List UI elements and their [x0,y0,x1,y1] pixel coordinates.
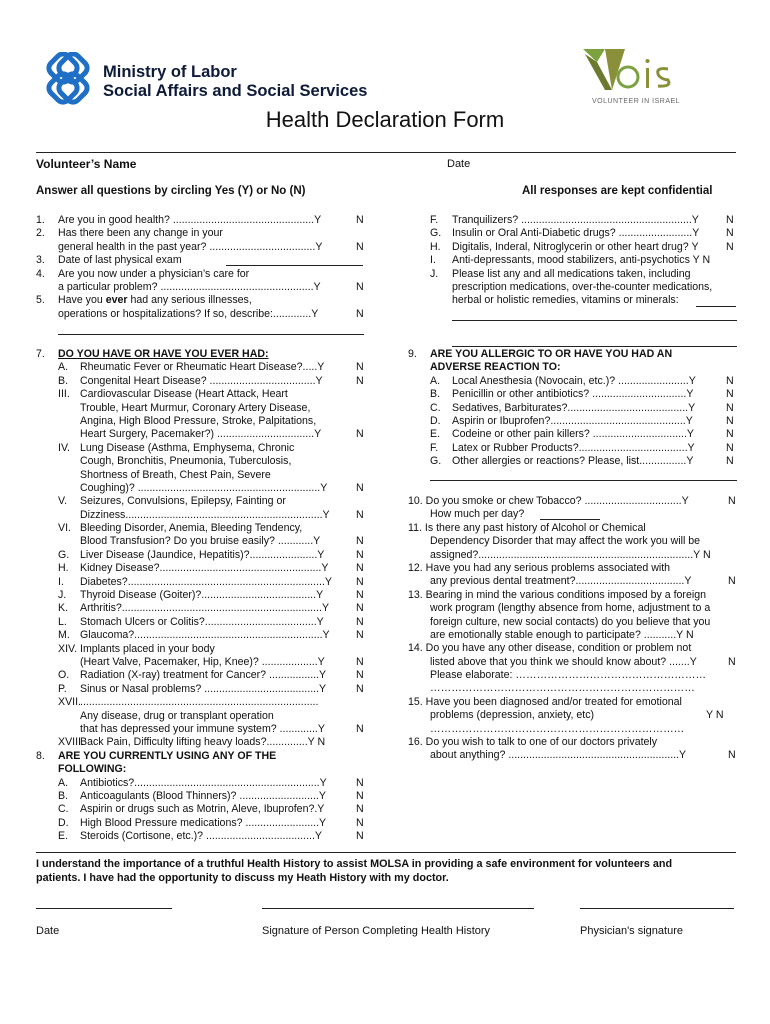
q7-no-option[interactable]: N [356,548,364,561]
q8-row [36,790,366,803]
q7-item-text: Kidney Disease?.......................................................Y [80,562,329,575]
physician-signature-label: Physician's signature [580,925,683,937]
vois-tagline: VOLUNTEER IN ISRAEL [592,98,681,105]
instructions: Answer all questions by circling Yes (Y) or No (N) [36,185,306,197]
q7-row [36,643,366,656]
q7-row [36,629,366,642]
q5-no-option[interactable]: N [356,307,364,320]
q9-no-option[interactable]: N [726,441,734,454]
statement-line-2: patients. I have had the opportunity to discuss my Heath History with my doctor. [36,871,449,884]
q14-elaborate-line[interactable]: ………………………………………………………………… [430,682,695,695]
q9-item-letter: G. [430,455,442,468]
q7-row [36,522,366,535]
q7-row [36,442,366,455]
q7-item-text: Glaucoma?................................................................Y [80,629,330,642]
q7-item-text: Stomach Ulcers or Colitis?......................................Y [80,615,324,628]
q9-row [408,455,738,468]
medication-item-text: Anti-depressants, mood stabilizers, anti-psychotics Y N [452,254,711,267]
q8-heading: ARE YOU CURRENTLY USING ANY OF THE [58,749,277,762]
q7-item-letter: III. [58,388,70,401]
q9-row [408,428,738,441]
q8-item-text: Aspirin or drugs such as Motrin, Aleve, Ibuprofen?.Y [80,803,325,816]
q7-row [36,428,366,441]
q8-no-option[interactable]: N [356,803,364,816]
q7-row [36,455,366,468]
medication-row [408,254,738,267]
q7-item-text: Shortness of Breath, Chest Pain, Severe [80,468,271,481]
q7-item-letter: K. [58,602,69,615]
q10-amount-field[interactable] [540,519,600,520]
declaration-statement [36,858,746,885]
q7-row [36,402,366,415]
date-signature-line[interactable] [36,908,172,909]
q7-item-letter: M. [58,629,70,642]
q8-item-letter: B. [58,789,69,802]
q7-item-text: Congenital Heart Disease? ....................................Y [80,374,323,387]
q9-number: 9. [408,348,417,360]
q7-row [36,495,366,508]
q7-row [36,602,366,615]
q9-item-text: Penicillin or other antibiotics? ................................Y [452,388,694,401]
person-signature-label: Signature of Person Completing Health History [262,925,491,937]
q15-elaborate-line[interactable]: ……………………………………………………………… [430,722,685,735]
q8-no-option[interactable]: N [356,816,364,829]
medication-item-letter: I. [430,254,436,267]
q7-row [36,415,366,428]
exam-date-field[interactable] [226,265,363,266]
q14-elaborate[interactable]: Please elaborate: ……………………………………………… [430,669,707,682]
q9-row [408,415,738,428]
q7-item-text: Arthritis?....................................................................Y [80,602,330,615]
medications-line-1[interactable] [452,320,737,321]
ministry-name [103,63,367,101]
physician-signature-line[interactable] [580,908,734,909]
q8-no-option[interactable]: N [356,776,364,789]
title-rule [36,152,736,153]
medication-item-letter: J. [430,267,439,280]
q7-row [36,562,366,575]
q7-item-letter: VI. [58,522,71,535]
date-label: Date [447,158,471,170]
medication-item-letter: G. [430,227,442,240]
q15-text-cont: problems (depression, anxiety, etc) [430,709,595,722]
q10-no-option[interactable]: N [728,495,736,507]
medication-row [408,241,738,254]
medications-list [408,214,738,308]
q9-row [408,388,738,401]
q7-item-letter: IV. [58,441,70,454]
q7-no-option[interactable]: N [356,629,364,642]
q7-item-letter: J. [58,589,67,602]
q2-number: 2. [36,227,45,240]
q8-heading-cont: FOLLOWING: [58,763,127,776]
allergies-line[interactable] [430,480,737,481]
q7-item-text: Implants placed in your body [80,642,215,655]
q8-no-option[interactable]: N [356,789,364,802]
medication-row [408,281,738,294]
q9-no-option[interactable]: N [726,455,734,468]
q9-no-option[interactable]: N [726,401,734,414]
q15-text: 15. Have you been diagnosed and/or treated for emotional [408,695,682,708]
q13-text-cont: work program (lengthy absence from home, adjustment to a [430,602,711,615]
q7-row [36,509,366,522]
q12-text-cont: any previous dental treatment?.....................................Y [430,575,692,588]
q5-text-emphasis: ever [105,294,128,307]
ministry-line-2: Social Affairs and Social Services [103,82,368,100]
q7-no-option[interactable]: N [356,361,364,374]
right-column-top [408,214,738,308]
vois-logo [580,46,700,112]
q2-text: Has there been any change in your [58,227,223,240]
q9-item-letter: D. [430,414,441,427]
q7-item-letter: H. [58,562,69,575]
q9-no-option[interactable]: N [726,414,734,427]
q14-text: 14. Do you have any other disease, condition or problem not [408,642,692,655]
q7-item-text: Bleeding Disorder, Anemia, Bleeding Tendency, [80,522,303,535]
ministry-emblem-icon [38,52,98,110]
q8-no-option[interactable]: N [356,830,364,843]
medications-inline-line[interactable] [696,306,736,307]
q5-number: 5. [36,294,45,307]
q8-row [36,830,366,843]
medication-row [408,294,738,307]
q7-item-letter: XVIII. [58,736,84,749]
q7-row [36,576,366,589]
q11-text-cont: Dependency Disorder that may affect the work you will be [430,535,701,548]
q7-row [36,469,366,482]
q11-text: 11. Is there any past history of Alcohol or Chemical [408,521,646,534]
q7-item-text: Thyroid Disease (Goiter)?.......................................Y [80,589,324,602]
q14-no-option[interactable]: N [728,655,736,668]
q7-item-text: Angina, High Blood Pressure, Stroke, Palpitations, [80,414,317,427]
q7-no-option[interactable]: N [356,481,364,494]
q7-item-text: Seizures, Convulsions, Epilepsy, Fainting or [80,495,286,508]
q7-no-option[interactable]: N [356,428,364,441]
q13-text-cont-3: are emotionally stable enough to participate? ...........Y N [430,628,694,641]
q7-row [36,375,366,388]
q9-item-text: Codeine or other pain killers? ................................Y [452,428,694,441]
q8-item-text: High Blood Pressure medications? .........................Y [80,816,327,829]
q7-no-option[interactable]: N [356,562,364,575]
q8-row [36,803,366,816]
q7-row [36,616,366,629]
q7-row [36,683,366,696]
medication-row [408,227,738,240]
q7-item-text: Lung Disease (Asthma, Emphysema, Chronic [80,441,295,454]
q10-amount-label: How much per day? [430,508,525,521]
q7-item-text: ................................................................................. [80,696,319,709]
q7-no-option[interactable]: N [356,682,364,695]
q5-text-a: Have you [58,294,106,307]
q4-text-cont: a particular problem? ....................................................Y [58,280,321,293]
q12-no-option[interactable]: N [728,575,736,588]
q9-heading-cont: ADVERSE REACTION TO: [430,361,561,374]
q7-list [36,361,366,749]
q5-text-cont: operations or hospitalizations? If so, describe:.............Y [58,307,319,320]
q13-text: 13. Bearing in mind the various conditions imposed by a foreign [408,588,706,601]
q7-no-option[interactable]: N [356,575,364,588]
q7-item-text: Rheumatic Fever or Rheumatic Heart Disease?.....Y [80,361,325,374]
date-signature-label: Date [36,925,60,937]
q9-item-letter: E. [430,428,441,441]
person-signature-line[interactable] [262,908,534,909]
q7-row [36,535,366,548]
q8-row [36,817,366,830]
q9-item-letter: C. [430,401,441,414]
q2-no-option[interactable]: N [356,240,364,253]
q13-text-cont-2: foreign culture, new social contacts) do you believe that you [430,615,711,628]
medication-item-text: Digitalis, Inderal, Nitroglycerin or other heart drug? Y [452,240,699,253]
q9-row [408,375,738,388]
medication-item-text: Please list any and all medications taken, including [452,267,691,280]
q8-row [36,777,366,790]
q9-row [408,442,738,455]
q3-text: Date of last physical exam [58,254,182,267]
q9-no-option[interactable]: N [726,374,734,387]
q7-item-text: that has depressed your immune system? .............Y [80,722,325,735]
q7-item-text: Heart Surgery, Pacemaker?) .................................Y [80,428,322,441]
q16-text: 16. Do you wish to talk to one of our doctors privately [408,736,658,749]
q7-row [36,589,366,602]
q7-no-option[interactable]: N [356,615,364,628]
q7-heading: DO YOU HAVE OR HAVE YOU EVER HAD: [58,348,269,360]
q7-row [36,388,366,401]
q9-no-option[interactable]: N [726,388,734,401]
q8-item-text: Anticoagulants (Blood Thinners)? ...........................Y [80,789,326,802]
q7-item-text: Sinus or Nasal problems? .......................................Y [80,682,327,695]
q11-text-cont-2: assigned?.........................................................................Y N [430,548,711,561]
q16-no-option[interactable]: N [728,749,736,762]
q3-number: 3. [36,254,45,267]
q7-item-letter: A. [58,361,69,374]
q8-item-letter: E. [58,830,69,843]
q7-row [36,549,366,562]
q4-no-option[interactable]: N [356,280,364,293]
right-column-bottom [408,495,738,763]
q1-text: Are you in good health? ................................................Y [58,214,322,226]
q9-item-text: Latex or Rubber Products?.....................................Y [452,441,695,454]
q9-section [408,348,738,469]
q7-item-letter: V. [58,495,68,508]
q8-item-letter: D. [58,816,69,829]
q7-item-text: Radiation (X-ray) treatment for Cancer? .................Y [80,669,327,682]
q7-item-text: (Heart Valve, Pacemaker, Hip, Knee)? ...................Y [80,655,325,668]
q7-no-option[interactable]: N [356,655,364,668]
q8-item-text: Steroids (Cortisone, etc.)? .....................................Y [80,830,322,843]
q5-text-b: had any serious illnesses, [127,294,252,307]
q7-item-letter: XIV. [58,642,78,655]
q7-item-letter: XVII. [58,696,81,709]
q7-item-letter: P. [58,682,67,695]
q7-no-option[interactable]: N [356,722,364,735]
q4-number: 4. [36,267,45,280]
q9-row [408,402,738,415]
q7-item-letter: B. [58,374,69,387]
q7-item-text: Blood Transfusion? Do you bruise easily? ............Y [80,535,321,548]
q7-item-text: Cardiovascular Disease (Heart Attack, Heart [80,388,288,401]
q9-item-text: Other allergies or reactions? Please, list................Y [452,455,694,468]
medication-item-text: Tranquilizers? ..........................................................Y [452,214,699,226]
medication-no-option[interactable]: N [726,214,734,226]
q9-item-letter: A. [430,374,441,387]
q9-item-letter: F. [430,441,439,454]
ministry-line-1: Ministry of Labor [103,63,237,81]
statement-line-1: I understand the importance of a truthful Health History to assist MOLSA in providing a safe environment for volunteers and [36,858,673,870]
q7-row [36,656,366,669]
q9-no-option[interactable]: N [726,428,734,441]
medication-row [408,214,738,227]
q9-item-letter: B. [430,388,441,401]
medications-line-2[interactable] [452,346,737,347]
medication-no-option[interactable]: N [726,227,734,240]
q8-item-letter: C. [58,803,69,816]
q7-number: 7. [36,348,45,360]
q7-item-letter: I. [58,575,64,588]
ministry-logo [38,52,98,110]
q7-row [36,710,366,723]
q9-item-text: Aspirin or Ibuprofen?..............................................Y [452,414,693,427]
q7-row [36,696,366,709]
q7-item-text: Any disease, drug or transplant operation [80,709,274,722]
medication-item-text: prescription medications, over-the-counter medications, [452,280,713,293]
q8-item-letter: A. [58,776,69,789]
q7-row [36,669,366,682]
q16-text-cont: about anything? ..........................................................Y [430,749,687,762]
q7-item-text: Coughing)? ..............................................................Y [80,481,328,494]
q8-number: 8. [36,749,45,762]
q7-item-text: Dizziness...................................................................Y [80,508,330,521]
confidentiality-note: All responses are kept confidential [522,185,713,197]
medication-item-text: Insulin or Oral Anti-Diabetic drugs? .........................Y [452,227,700,240]
q5-answer-line[interactable] [58,334,364,335]
q7-item-text: Trouble, Heart Murmur, Coronary Artery Disease, [80,401,311,414]
q1-no-option[interactable]: N [356,214,364,226]
page-title: Health Declaration Form [265,107,505,132]
q9-heading: ARE YOU ALLERGIC TO OR HAVE YOU HAD AN [430,348,673,360]
medication-item-text: herbal or holistic remedies, vitamins or minerals: [452,294,679,307]
q7-row [36,736,366,749]
q7-section [36,348,366,843]
medication-item-letter: F. [430,214,439,226]
q7-item-letter: G. [58,548,70,561]
q15-yes-no-options[interactable]: Y N [706,709,724,722]
q14-text-cont: listed above that you think we should know about? .......Y [430,655,697,668]
q8-list [36,777,366,844]
q9-item-text: Sedatives, Barbiturates?.........................................Y [452,401,696,414]
medication-row [408,268,738,281]
q4-text: Are you now under a physician’s care for [58,267,250,280]
q7-item-text: Diabetes?...................................................................Y [80,575,332,588]
q2-text-cont: general health in the past year? ....................................Y [58,240,323,253]
medication-item-letter: H. [430,240,441,253]
q8-item-text: Antibiotics?...............................................................Y [80,776,327,789]
q7-item-letter: L. [58,615,67,628]
q10-text: 10. Do you smoke or chew Tobacco? .................................Y [408,495,689,507]
q7-no-option[interactable]: N [356,669,364,682]
q7-row [36,723,366,736]
q1-number: 1. [36,214,45,226]
q7-item-text: Liver Disease (Jaundice, Hepatitis)?.......................Y [80,548,325,561]
q12-text: 12. Have you had any serious problems associated with [408,561,671,574]
q7-row [36,361,366,374]
q7-no-option[interactable]: N [356,374,364,387]
q7-no-option[interactable]: N [356,589,364,602]
q7-no-option[interactable]: N [356,535,364,548]
left-column-top [36,214,366,321]
q9-item-text: Local Anesthesia (Novocain, etc.)? ........................Y [452,374,696,387]
q7-no-option[interactable]: N [356,508,364,521]
q7-item-text: Back Pain, Difficulty lifting heavy loads?..............Y N [80,736,326,749]
vois-logo-mark-icon [580,46,700,96]
q7-row [36,482,366,495]
q7-no-option[interactable]: N [356,602,364,615]
medication-no-option[interactable]: N [726,240,734,253]
footer-rule [36,852,736,853]
q7-item-text: Cough, Bronchitis, Pneumonia, Tuberculosis, [80,455,292,468]
q9-list [408,375,738,469]
q7-item-letter: O. [58,669,70,682]
volunteer-name-label: Volunteer’s Name [36,157,137,171]
